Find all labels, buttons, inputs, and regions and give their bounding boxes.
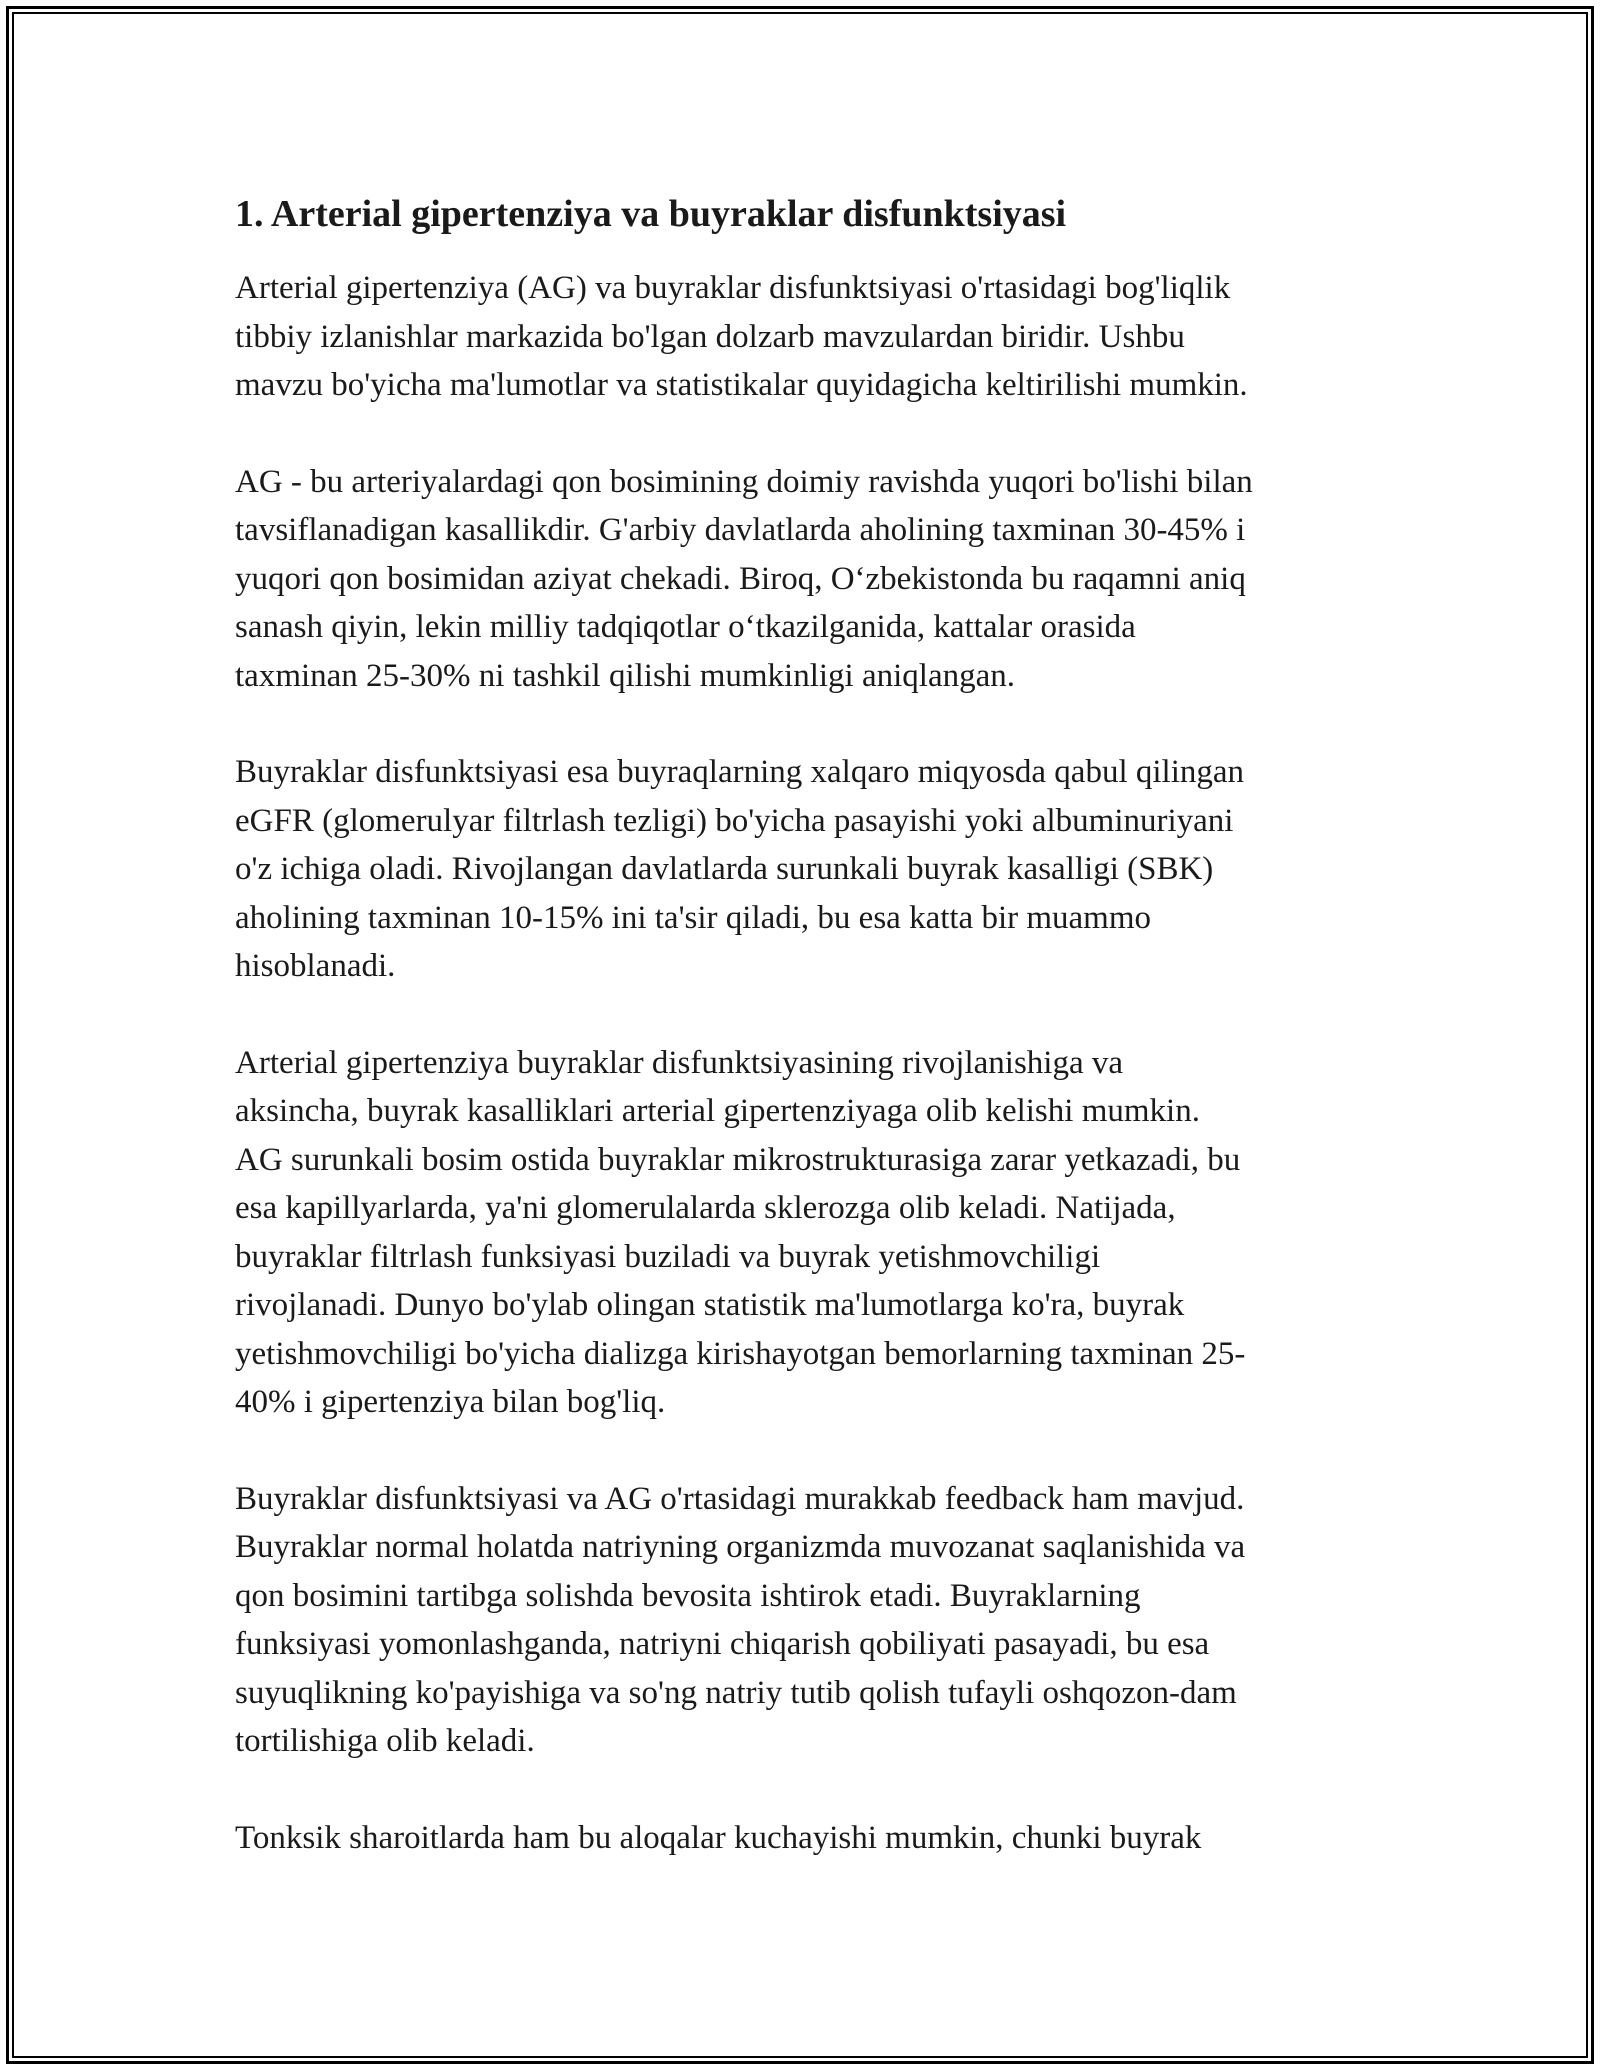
paragraph-feedback: Buyraklar disfunktsiyasi va AG o'rtasidagi murakkab feedback ham mavjud. Buyraklar normal holatda natriyning organizmda muvozanat saqlanishida va qon bosimini tartibga solishda bevosita ishtirok etadi. Buyraklarning funksiyasi yomonlashganda, natriyni chiqarish qobiliyati pasayadi, bu esa suyuqlikning ko'payishiga va so'ng natriy tutib qolish tufayli oshqozon-dam tortilishiga olib keladi. <box>235 1480 1246 1759</box>
section-title: 1. Arterial gipertenziya va buyraklar disfunktsiyasi <box>235 193 1067 235</box>
paragraph-ag-definition: AG - bu arteriyalardagi qon bosimining doimiy ravishda yuqori bo'lishi bilan tavsiflanadigan kasallikdir. G'arbiy davlatlarda aholining taxminan 30-45% i yuqori qon bosimidan aziyat chekadi. Biroq, O‘zbekistonda bu raqamni aniq sanash qiyin, lekin milliy tadqiqotlar o‘tkazilganida, kattalar orasida taxminan 25-30% ni tashkil qilishi mumkinligi aniqlangan. <box>235 463 1253 694</box>
paragraph-toxic-conditions: Tonksik sharoitlarda ham bu aloqalar kuchayishi mumkin, chunki buyrak <box>235 1819 1202 1856</box>
paragraph-intro: Arterial gipertenziya (AG) va buyraklar disfunktsiyasi o'rtasidagi bog'liqlik tibbiy izlanishlar markazida bo'lgan dolzarb mavzulardan biridir. Ushbu mavzu bo'yicha ma'lumotlar va statistikalar quyidagicha keltirilishi mumkin. <box>235 270 1248 403</box>
document-body <box>235 188 1385 1910</box>
paragraph-mutual-relation: Arterial gipertenziya buyraklar disfunktsiyasining rivojlanishiga va aksincha, buyrak kasalliklari arterial gipertenziyaga olib kelishi mumkin. AG surunkali bosim ostida buyraklar mikrostrukturasiga zarar yetkazadi, bu esa kapillyarlarda, ya'ni glomerulalarda sklerozga olib keladi. Natijada, buyraklar filtrlash funksiyasi buziladi va buyrak yetishmovchiligi rivojlanadi. Dunyo bo'ylab olingan statistik ma'lumotlarga ko'ra, buyrak yetishmovchiligi bo'yicha dializga kirishayotgan bemorlarning taxminan 25- 40% i gipertenziya bilan bog'liq. <box>235 1044 1246 1420</box>
paragraph-kidney-dysfunction: Buyraklar disfunktsiyasi esa buyraqlarning xalqaro miqyosda qabul qilingan eGFR (glomerulyar filtrlash tezligi) bo'yicha pasayishi yoki albuminuriyani o'z ichiga oladi. Rivojlangan davlatlarda surunkali buyrak kasalligi (SBK) aholining taxminan 10-15% ini ta'sir qiladi, bu esa katta bir muammo hisoblanadi. <box>235 754 1245 984</box>
